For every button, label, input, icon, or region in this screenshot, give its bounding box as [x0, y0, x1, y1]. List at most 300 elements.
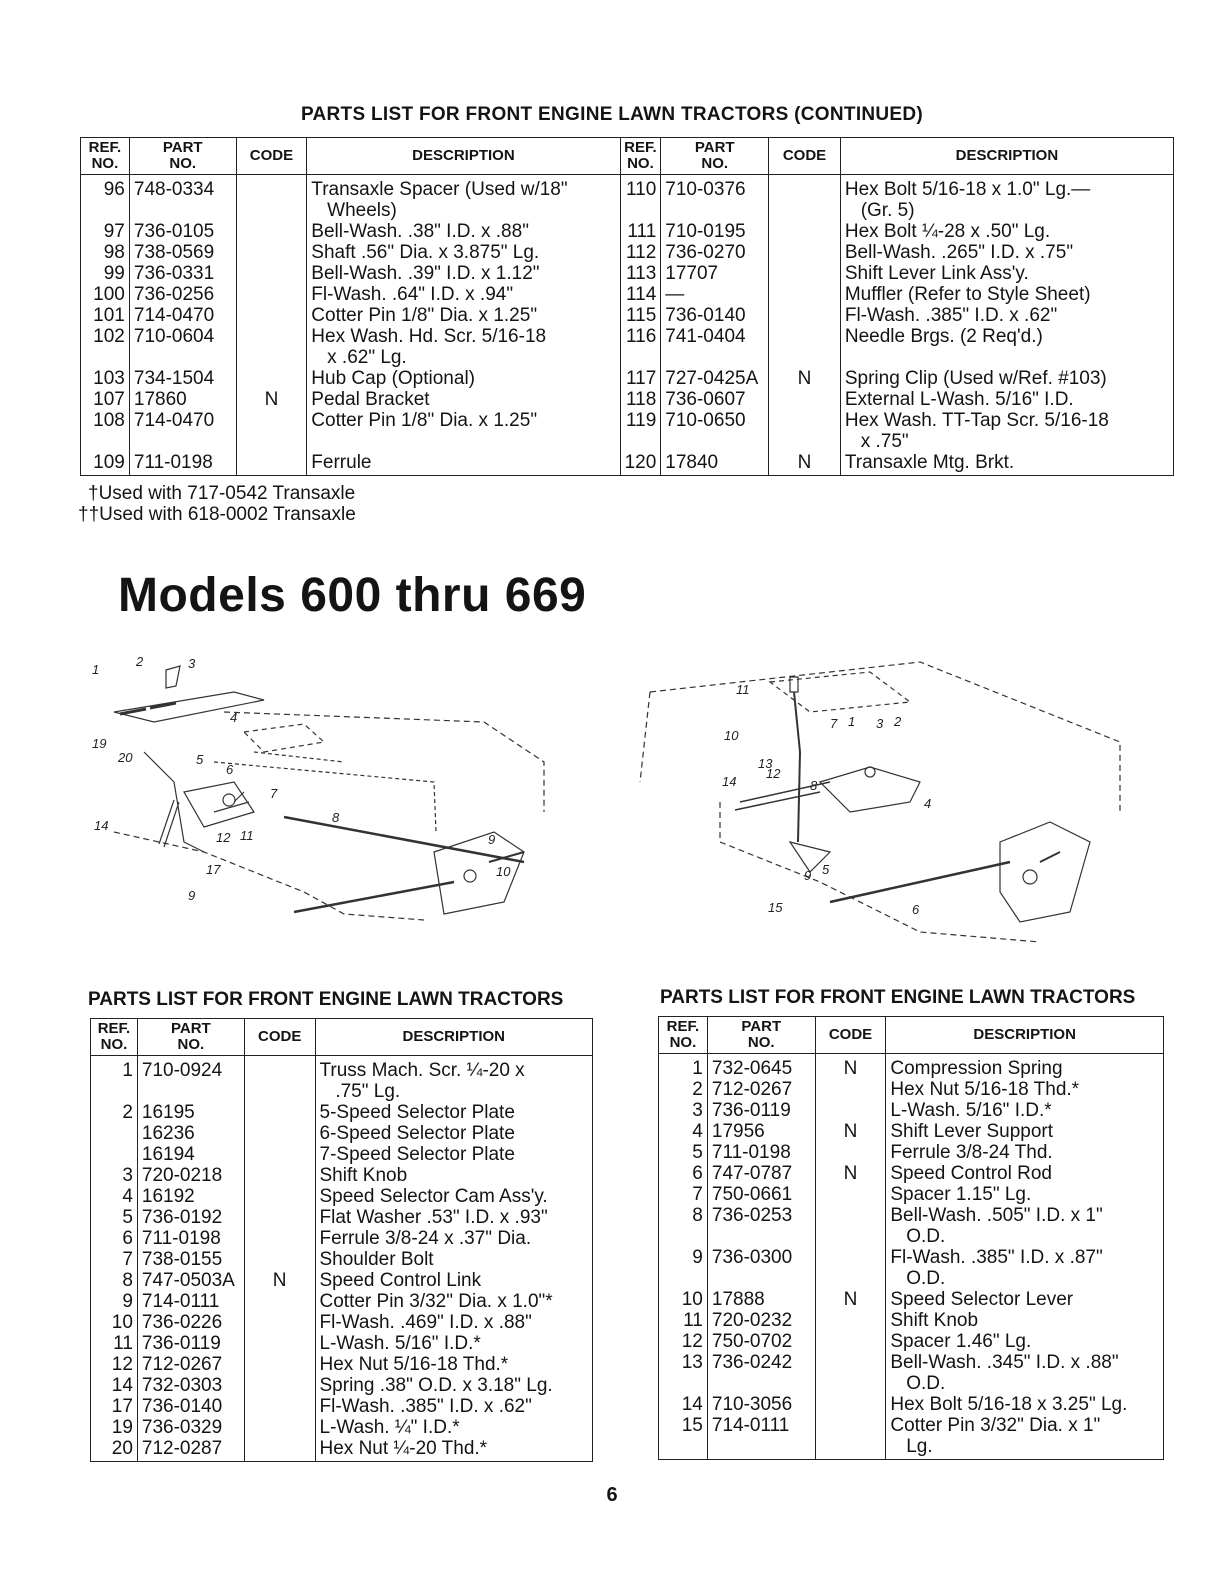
cell-desc: Shoulder Bolt	[315, 1249, 593, 1270]
cell-ref: 15	[659, 1415, 708, 1460]
cell-part: 736-0105	[129, 221, 236, 242]
cell-part: 17956	[707, 1121, 815, 1142]
cell-code	[815, 1310, 886, 1331]
callout-label: 17	[206, 862, 221, 877]
cell-part: 712-0287	[137, 1438, 244, 1462]
cell-part: 17707	[661, 263, 769, 284]
cell-desc: Spacer 1.46" Lg.	[886, 1331, 1164, 1352]
callout-label: 5	[822, 862, 830, 877]
cell-desc: Cotter Pin 1/8" Dia. x 1.25"	[307, 410, 620, 452]
callout-label: 7	[270, 786, 278, 801]
callout-label: 1	[848, 714, 856, 729]
cell-part: 710-0376	[661, 175, 769, 222]
cell-desc: Spring Clip (Used w/Ref. #103)	[840, 368, 1173, 389]
spring-shape	[865, 767, 875, 777]
table-row	[659, 1310, 1164, 1331]
cell-code	[815, 1352, 886, 1394]
parts-table-right	[658, 1016, 1164, 1460]
cell-part: 732-0645	[707, 1054, 815, 1080]
cell-ref: 1	[91, 1056, 138, 1103]
cell-ref: 3	[659, 1100, 708, 1121]
table-row	[81, 175, 1174, 222]
cell-desc: Shift Knob	[315, 1165, 593, 1186]
cell-code	[815, 1247, 886, 1289]
shift-lever-support-shape	[820, 767, 920, 812]
cell-desc: Hex Wash. Hd. Scr. 5/16-18 x .62" Lg.	[307, 326, 620, 368]
table-row	[81, 452, 1174, 476]
cell-ref: 17	[91, 1396, 138, 1417]
models-heading: Models 600 thru 669	[118, 569, 587, 622]
table-row	[91, 1417, 593, 1438]
table-row	[91, 1375, 593, 1396]
cell-desc: Transaxle Spacer (Used w/18" Wheels)	[307, 175, 620, 222]
table-row	[659, 1205, 1164, 1247]
cell-code	[769, 305, 841, 326]
cell-part: 712-0267	[137, 1354, 244, 1375]
pivot-washer-shape	[464, 870, 476, 882]
callout-label: 2	[136, 654, 144, 669]
cell-part: 720-0232	[707, 1310, 815, 1331]
table-row	[91, 1228, 593, 1249]
parts-table-continued	[80, 137, 1174, 476]
cell-code	[815, 1079, 886, 1100]
cell-code	[815, 1184, 886, 1205]
callout-label: 11	[736, 682, 750, 697]
shift-lever-shape	[144, 752, 204, 852]
cell-code: N	[815, 1289, 886, 1310]
cell-ref: 96	[81, 175, 130, 222]
cell-part: 736-0329	[137, 1417, 244, 1438]
callout-label: 14	[722, 774, 737, 789]
table-row	[659, 1331, 1164, 1352]
cell-part: 16195 16236 16194	[137, 1102, 244, 1165]
table-row	[91, 1438, 593, 1462]
cell-part: 736-0119	[137, 1333, 244, 1354]
cell-part: 17840	[661, 452, 769, 476]
cell-ref: 6	[91, 1228, 138, 1249]
cell-part: 720-0218	[137, 1165, 244, 1186]
selector-plate-shape	[114, 692, 264, 722]
cell-part: 736-0331	[129, 263, 236, 284]
callout-label: 8	[810, 778, 818, 793]
cell-ref: 119	[620, 410, 661, 452]
table-row	[91, 1056, 593, 1103]
cell-ref: 8	[91, 1270, 138, 1291]
col-code-header: CODE	[815, 1017, 886, 1054]
table-row	[659, 1121, 1164, 1142]
table-row	[91, 1270, 593, 1291]
table-row	[659, 1184, 1164, 1205]
cell-desc: Speed Control Rod	[886, 1163, 1164, 1184]
cell-ref: 2	[91, 1102, 138, 1165]
cell-part: 710-0195	[661, 221, 769, 242]
cell-code	[815, 1100, 886, 1121]
cell-desc: Ferrule 3/8-24 x .37" Dia.	[315, 1228, 593, 1249]
callout-label: 7	[830, 716, 838, 731]
cell-part: —	[661, 284, 769, 305]
cell-code	[244, 1396, 315, 1417]
spring-shape	[159, 800, 179, 847]
cell-code	[769, 389, 841, 410]
cell-desc: Hex Bolt 5/16-18 x 1.0" Lg.— (Gr. 5)	[840, 175, 1173, 222]
table-row	[91, 1312, 593, 1333]
cell-ref: 12	[659, 1331, 708, 1352]
footnote-1: †Used with 717-0542 Transaxle	[88, 483, 356, 504]
cell-desc: Bell-Wash. .38" I.D. x .88"	[307, 221, 620, 242]
cell-code	[236, 410, 307, 452]
col-part-header: PART NO.	[137, 1019, 244, 1056]
col-part-header: PART NO.	[707, 1017, 815, 1054]
cell-part: 714-0111	[137, 1291, 244, 1312]
cell-code	[244, 1417, 315, 1438]
cell-desc: L-Wash. 5/16" I.D.*	[315, 1333, 593, 1354]
cell-desc: Cotter Pin 3/32" Dia. x 1" Lg.	[886, 1415, 1164, 1460]
table-row	[659, 1142, 1164, 1163]
col-part-header: PART NO.	[129, 138, 236, 175]
cell-code	[236, 368, 307, 389]
cell-code	[244, 1186, 315, 1207]
col-ref-header: REF. NO.	[659, 1017, 708, 1054]
cell-code: N	[815, 1163, 886, 1184]
cell-code	[236, 305, 307, 326]
cell-ref: 101	[81, 305, 130, 326]
table-row	[91, 1102, 593, 1165]
table-row	[659, 1289, 1164, 1310]
table-row	[659, 1394, 1164, 1415]
cotter-pin-shape	[1040, 852, 1060, 862]
cell-ref: 6	[659, 1163, 708, 1184]
table-row	[659, 1415, 1164, 1460]
pivot-washer-shape	[1023, 870, 1037, 884]
cell-ref: 102	[81, 326, 130, 368]
cell-code	[244, 1312, 315, 1333]
callout-label: 3	[876, 716, 884, 731]
col-code-header: CODE	[236, 138, 307, 175]
cell-desc: Hex Wash. TT-Tap Scr. 5/16-18 x .75"	[840, 410, 1173, 452]
col-ref-header: REF. NO.	[91, 1019, 138, 1056]
cell-code	[244, 1165, 315, 1186]
cell-part: 747-0787	[707, 1163, 815, 1184]
cell-part: 750-0702	[707, 1331, 815, 1352]
cell-part: 734-1504	[129, 368, 236, 389]
shift-knob-shape	[790, 677, 798, 692]
cell-code	[769, 284, 841, 305]
cell-code	[236, 284, 307, 305]
callout-label: 9	[804, 868, 812, 883]
cell-desc: Bell-Wash. .345" I.D. x .88" O.D.	[886, 1352, 1164, 1394]
table-row	[659, 1079, 1164, 1100]
cell-code	[244, 1333, 315, 1354]
cell-desc: Hex Nut ¼-20 Thd.*	[315, 1438, 593, 1462]
table-row	[91, 1249, 593, 1270]
cell-part: 714-0470	[129, 410, 236, 452]
table-row	[659, 1247, 1164, 1289]
cell-desc: Cotter Pin 1/8" Dia. x 1.25"	[307, 305, 620, 326]
cell-desc: Shift Lever Link Ass'y.	[840, 263, 1173, 284]
cell-ref: 10	[659, 1289, 708, 1310]
cell-desc: Fl-Wash. .385" I.D. x .87" O.D.	[886, 1247, 1164, 1289]
cell-ref: 4	[659, 1121, 708, 1142]
table-row	[91, 1291, 593, 1312]
cell-desc: Speed Selector Lever	[886, 1289, 1164, 1310]
callout-label: 20	[118, 750, 133, 765]
footnote-2: ††Used with 618-0002 Transaxle	[78, 504, 356, 525]
cell-ref: 117	[620, 368, 661, 389]
cell-ref: 118	[620, 389, 661, 410]
callout-label: 6	[912, 902, 920, 917]
cell-code	[244, 1438, 315, 1462]
table-row	[81, 221, 1174, 242]
speed-selector-diagram-right	[620, 632, 1180, 952]
callout-label: 19	[92, 736, 107, 751]
callout-label: 9	[488, 832, 496, 847]
cell-ref: 110	[620, 175, 661, 222]
cell-code: N	[769, 452, 841, 476]
cell-part: 714-0470	[129, 305, 236, 326]
speed-control-rod-shape	[830, 862, 1010, 902]
cell-code	[769, 263, 841, 284]
cell-code	[244, 1291, 315, 1312]
cell-code: N	[815, 1121, 886, 1142]
cell-desc: Hex Nut 5/16-18 Thd.*	[315, 1354, 593, 1375]
cell-code	[769, 175, 841, 222]
cell-part: 710-0604	[129, 326, 236, 368]
parts-table-left	[90, 1018, 593, 1462]
callout-label: 8	[332, 810, 340, 825]
washer-shape	[223, 794, 235, 806]
cell-desc: Ferrule	[307, 452, 620, 476]
callout-label: 1	[92, 662, 100, 677]
cell-desc: Hex Bolt 5/16-18 x 3.25" Lg.	[886, 1394, 1164, 1415]
cell-desc: Bell-Wash. .505" I.D. x 1" O.D.	[886, 1205, 1164, 1247]
cell-ref: 3	[91, 1165, 138, 1186]
cell-desc: Fl-Wash. .385" I.D. x .62"	[840, 305, 1173, 326]
cell-part: 732-0303	[137, 1375, 244, 1396]
callout-label: 4	[230, 710, 238, 725]
cell-desc: Transaxle Mtg. Brkt.	[840, 452, 1173, 476]
cell-part: 710-3056	[707, 1394, 815, 1415]
table-row	[659, 1054, 1164, 1080]
callout-label: 13	[758, 756, 773, 771]
cell-code	[236, 221, 307, 242]
cell-part: 738-0569	[129, 242, 236, 263]
cell-ref: 99	[81, 263, 130, 284]
cell-ref: 113	[620, 263, 661, 284]
cell-part: 736-0226	[137, 1312, 244, 1333]
cell-desc: Truss Mach. Scr. ¼-20 x .75" Lg.	[315, 1056, 593, 1103]
cell-ref: 100	[81, 284, 130, 305]
cell-ref: 109	[81, 452, 130, 476]
callout-label: 12	[766, 766, 781, 781]
cell-code	[244, 1056, 315, 1103]
bottom-left-table-title: PARTS LIST FOR FRONT ENGINE LAWN TRACTORS	[88, 989, 564, 1010]
cell-part: 736-0242	[707, 1352, 815, 1394]
table-row	[91, 1333, 593, 1354]
top-table-title: PARTS LIST FOR FRONT ENGINE LAWN TRACTORS (CONTINUED)	[300, 104, 924, 125]
speed-selector-diagram-left	[84, 652, 594, 952]
cell-ref: 108	[81, 410, 130, 452]
cell-ref: 111	[620, 221, 661, 242]
cell-part: 712-0267	[707, 1079, 815, 1100]
cell-ref: 103	[81, 368, 130, 389]
panel-opening-shape	[244, 724, 324, 752]
transaxle-plate-shape	[1000, 822, 1090, 922]
cell-code	[769, 326, 841, 368]
cell-part: 736-0270	[661, 242, 769, 263]
cell-code	[815, 1142, 886, 1163]
cell-code	[236, 242, 307, 263]
callout-label: 15	[768, 900, 783, 915]
cell-ref: 14	[659, 1394, 708, 1415]
shift-knob-shape	[166, 666, 180, 688]
col-code-header: CODE	[244, 1019, 315, 1056]
cell-desc: Hex Nut 5/16-18 Thd.*	[886, 1079, 1164, 1100]
callout-label: 14	[94, 818, 109, 833]
cell-part: 736-0256	[129, 284, 236, 305]
cell-part: 16192	[137, 1186, 244, 1207]
cell-part: 736-0253	[707, 1205, 815, 1247]
cell-desc: Fl-Wash. .385" I.D. x .62"	[315, 1396, 593, 1417]
cell-ref: 7	[659, 1184, 708, 1205]
col-desc-header: DESCRIPTION	[840, 138, 1173, 175]
cell-part: 736-0607	[661, 389, 769, 410]
table-row	[659, 1352, 1164, 1394]
cell-ref: 11	[91, 1333, 138, 1354]
table-row	[91, 1165, 593, 1186]
cell-part: 736-0140	[137, 1396, 244, 1417]
frame-outline-shape	[214, 752, 436, 832]
shift-lever-shape	[794, 692, 800, 842]
cell-ref: 19	[91, 1417, 138, 1438]
cell-part: 711-0198	[707, 1142, 815, 1163]
cell-ref: 115	[620, 305, 661, 326]
cell-ref: 107	[81, 389, 130, 410]
rod-shape	[294, 882, 454, 912]
cell-part: 17888	[707, 1289, 815, 1310]
cell-code: N	[244, 1270, 315, 1291]
cell-code	[236, 175, 307, 222]
cell-code	[769, 242, 841, 263]
cell-ref: 9	[659, 1247, 708, 1289]
cell-desc: 5-Speed Selector Plate 6-Speed Selector Plate 7-Speed Selector Plate	[315, 1102, 593, 1165]
col-ref-header: REF. NO.	[620, 138, 661, 175]
cell-ref: 114	[620, 284, 661, 305]
cell-ref: 7	[91, 1249, 138, 1270]
col-desc-header: DESCRIPTION	[307, 138, 620, 175]
callout-label: 4	[924, 796, 932, 811]
cell-ref: 9	[91, 1291, 138, 1312]
cell-part: 727-0425A	[661, 368, 769, 389]
cell-ref: 11	[659, 1310, 708, 1331]
cell-desc: Speed Control Link	[315, 1270, 593, 1291]
cell-code	[815, 1415, 886, 1460]
cell-ref: 98	[81, 242, 130, 263]
cell-desc: Shift Knob	[886, 1310, 1164, 1331]
callout-label: 6	[226, 762, 234, 777]
cell-desc: Shift Lever Support	[886, 1121, 1164, 1142]
selector-slots-shape	[120, 703, 176, 714]
cell-code	[236, 263, 307, 284]
frame-outline-shape	[720, 802, 1040, 942]
cell-desc: Ferrule 3/8-24 Thd.	[886, 1142, 1164, 1163]
table-row	[81, 326, 1174, 368]
table-row	[81, 368, 1174, 389]
cell-ref: 5	[659, 1142, 708, 1163]
cell-desc: Fl-Wash. .64" I.D. x .94"	[307, 284, 620, 305]
cell-code	[769, 410, 841, 452]
cell-desc: Pedal Bracket	[307, 389, 620, 410]
cell-code	[815, 1394, 886, 1415]
cell-ref: 10	[91, 1312, 138, 1333]
table-row	[659, 1100, 1164, 1121]
cell-desc: Hub Cap (Optional)	[307, 368, 620, 389]
cell-code	[244, 1228, 315, 1249]
callout-label: 11	[240, 828, 254, 843]
table-row	[91, 1207, 593, 1228]
callout-label: 5	[196, 752, 204, 767]
cell-ref: 112	[620, 242, 661, 263]
cell-desc: Needle Brgs. (2 Req'd.)	[840, 326, 1173, 368]
col-desc-header: DESCRIPTION	[886, 1017, 1164, 1054]
cell-code	[244, 1207, 315, 1228]
table-row	[91, 1186, 593, 1207]
cell-code	[236, 326, 307, 368]
cell-ref: 120	[620, 452, 661, 476]
callout-label: 12	[216, 830, 231, 845]
cell-code	[244, 1102, 315, 1165]
cell-ref: 2	[659, 1079, 708, 1100]
cell-code	[244, 1354, 315, 1375]
col-desc-header: DESCRIPTION	[315, 1019, 593, 1056]
bottom-right-table-title: PARTS LIST FOR FRONT ENGINE LAWN TRACTORS	[660, 987, 1136, 1008]
floor-outline-shape	[114, 832, 424, 920]
cell-part: 710-0650	[661, 410, 769, 452]
col-ref-header: REF. NO.	[81, 138, 130, 175]
table-row	[81, 284, 1174, 305]
table-row	[81, 263, 1174, 284]
callout-label: 3	[188, 656, 196, 671]
cell-part: 741-0404	[661, 326, 769, 368]
cell-code: N	[236, 389, 307, 410]
cell-desc: Shaft .56" Dia. x 3.875" Lg.	[307, 242, 620, 263]
cam-assembly-shape	[184, 782, 254, 827]
table-row	[91, 1354, 593, 1375]
cell-code: N	[815, 1054, 886, 1080]
cell-code	[236, 452, 307, 476]
cell-ref: 14	[91, 1375, 138, 1396]
table-row	[81, 410, 1174, 452]
page-number: 6	[606, 1484, 618, 1506]
cell-desc: External L-Wash. 5/16" I.D.	[840, 389, 1173, 410]
cell-desc: L-Wash. 5/16" I.D.*	[886, 1100, 1164, 1121]
cell-desc: Fl-Wash. .469" I.D. x .88"	[315, 1312, 593, 1333]
cell-code	[815, 1331, 886, 1352]
cell-ref: 12	[91, 1354, 138, 1375]
callout-label: 9	[188, 888, 196, 903]
table-row	[81, 305, 1174, 326]
cell-desc: Bell-Wash. .265" I.D. x .75"	[840, 242, 1173, 263]
cell-desc: L-Wash. ¼" I.D.*	[315, 1417, 593, 1438]
cell-part: 710-0924	[137, 1056, 244, 1103]
cell-ref: 8	[659, 1205, 708, 1247]
cell-desc: Flat Washer .53" I.D. x .93"	[315, 1207, 593, 1228]
cell-code	[769, 221, 841, 242]
cell-desc: Spacer 1.15" Lg.	[886, 1184, 1164, 1205]
callout-label: 10	[724, 728, 739, 743]
col-part-header: PART NO.	[661, 138, 769, 175]
table-row	[659, 1163, 1164, 1184]
cell-part: 748-0334	[129, 175, 236, 222]
